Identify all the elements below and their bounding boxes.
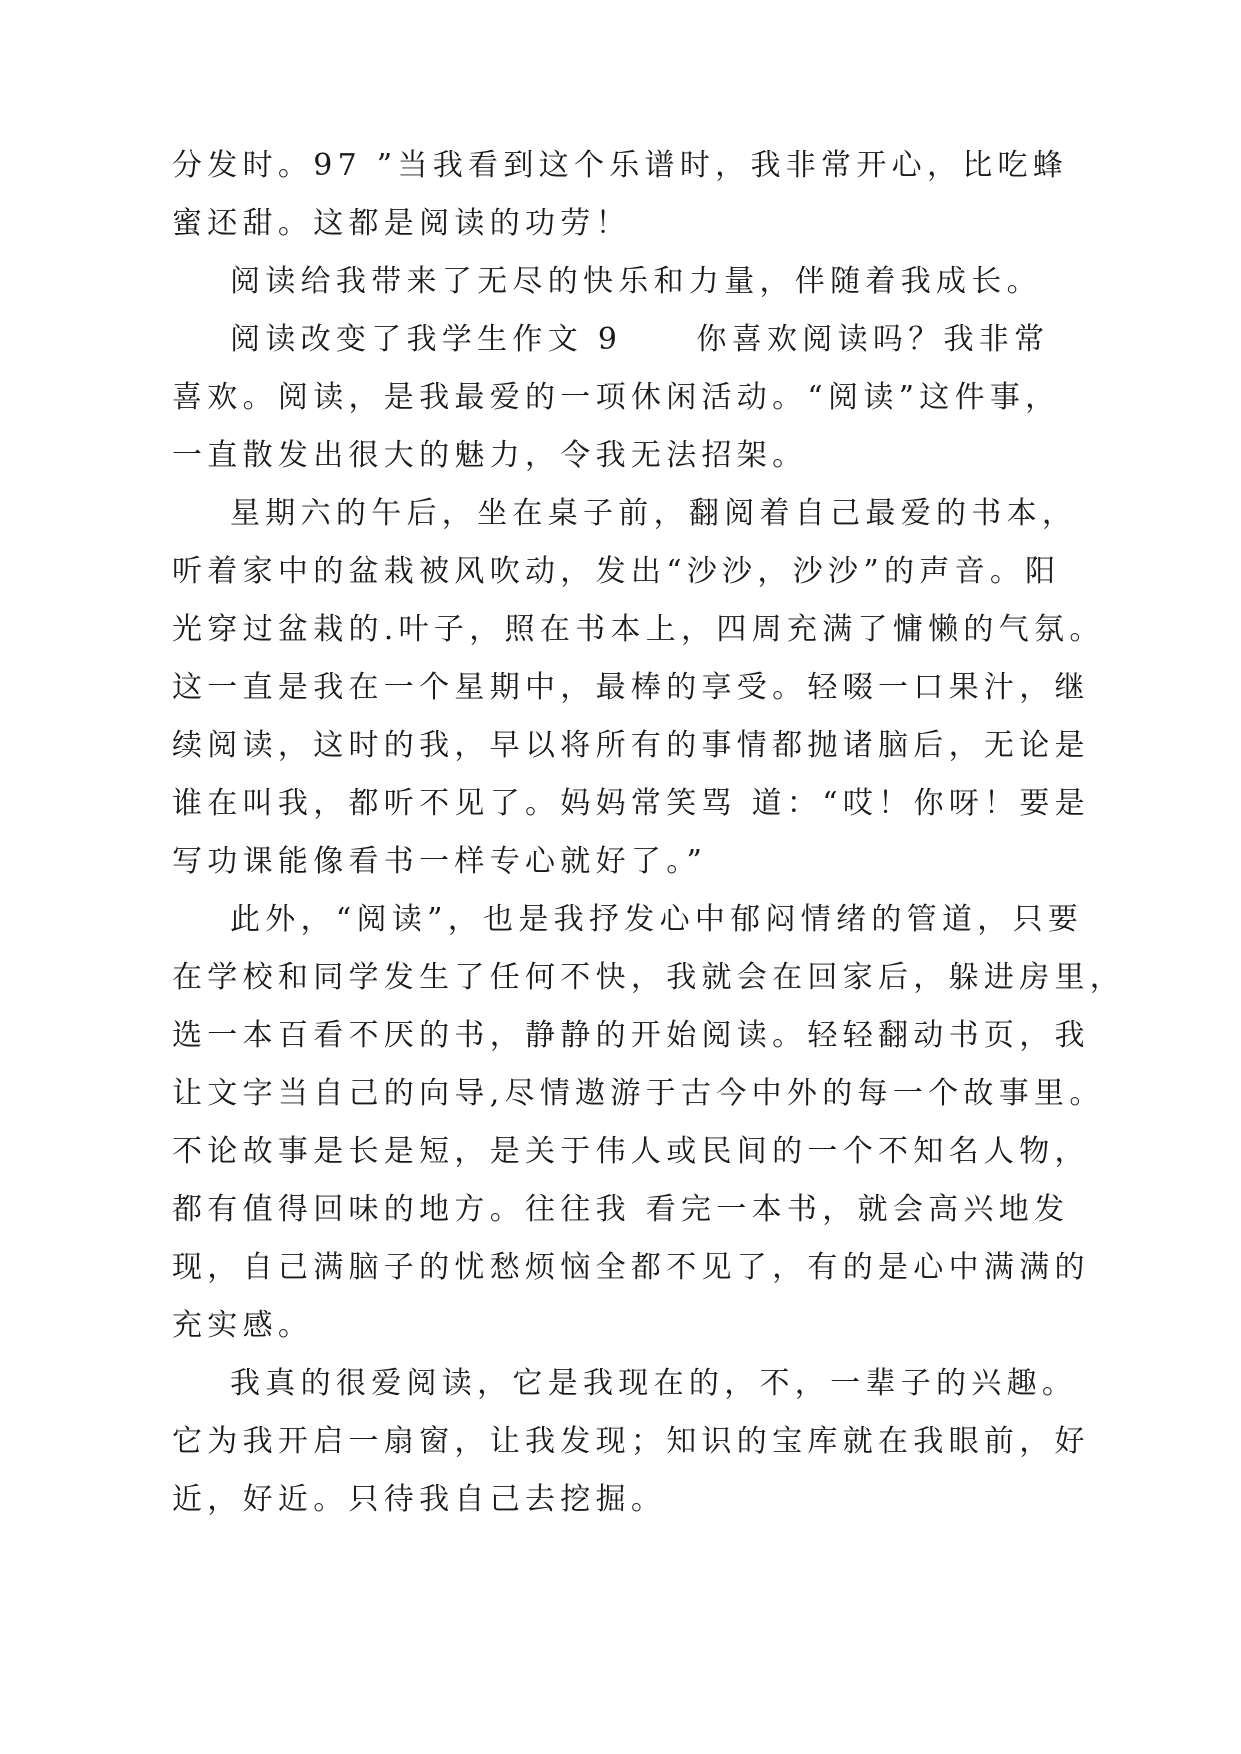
text-line: 充实感。 bbox=[172, 1308, 314, 1343]
text-line: 现，自己满脑子的忧愁烦恼全都不见了，有的是心中满满的 bbox=[172, 1250, 1090, 1285]
text-line: 写功课能像看书一样专心就好了。” bbox=[172, 844, 708, 879]
text-line: 近，好近。只待我自己去挖掘。 bbox=[172, 1482, 667, 1517]
text-line: 蜜还甜。这都是阅读的功劳！ bbox=[172, 206, 631, 241]
text-line: 听着家中的盆栽被风吹动，发出“沙沙，沙沙”的声音。阳 bbox=[172, 554, 1061, 589]
text-line: 选一本百看不厌的书，静静的开始阅读。轻轻翻动书页，我 bbox=[172, 1018, 1090, 1053]
text-line: 续阅读，这时的我，早以将所有的事情都抛诸脑后，无论是 bbox=[172, 728, 1090, 763]
text-line: 阅读给我带来了无尽的快乐和力量，伴随着我成长。 bbox=[230, 264, 1042, 299]
text-line: 分发时。97 ”当我看到这个乐谱时，我非常开心，比吃蜂 bbox=[172, 148, 1069, 183]
text-line: 这一直是我在一个星期中，最棒的享受。轻啜一口果汁，继 bbox=[172, 670, 1090, 705]
text-line: 让文字当自己的向导,尽情遨游于古今中外的每一个故事里。 bbox=[172, 1076, 1105, 1111]
text-line: 此外，“阅读”，也是我抒发心中郁闷情绪的管道，只要 bbox=[230, 902, 1084, 937]
text-line: 我真的很爱阅读，它是我现在的，不，一辈子的兴趣。 bbox=[230, 1366, 1078, 1401]
text-line: 阅读改变了我学生作文 9 你喜欢阅读吗？我非常 bbox=[230, 322, 1050, 357]
text-line: 都有值得回味的地方。往往我 看完一本书，就会高兴地发 bbox=[172, 1192, 1070, 1227]
text-line: 光穿过盆栽的.叶子，照在书本上，四周充满了慵懒的气氛。 bbox=[172, 612, 1105, 647]
text-line: 星期六的午后，坐在桌子前，翻阅着自己最爱的书本， bbox=[230, 496, 1078, 531]
text-line: 一直散发出很大的魅力，令我无法招架。 bbox=[172, 438, 808, 473]
text-line: 它为我开启一扇窗，让我发现；知识的宝库就在我眼前，好 bbox=[172, 1424, 1090, 1459]
text-line: 谁在叫我，都听不见了。妈妈常笑骂 道：“哎！你呀！要是 bbox=[172, 786, 1090, 821]
text-line: 不论故事是长是短，是关于伟人或民间的一个不知名人物， bbox=[172, 1134, 1090, 1169]
text-line: 喜欢。阅读，是我最爱的一项休闲活动。“阅读”这件事， bbox=[172, 380, 1061, 415]
text-line: 在学校和同学发生了任何不快，我就会在回家后，躲进房里， bbox=[172, 960, 1126, 995]
